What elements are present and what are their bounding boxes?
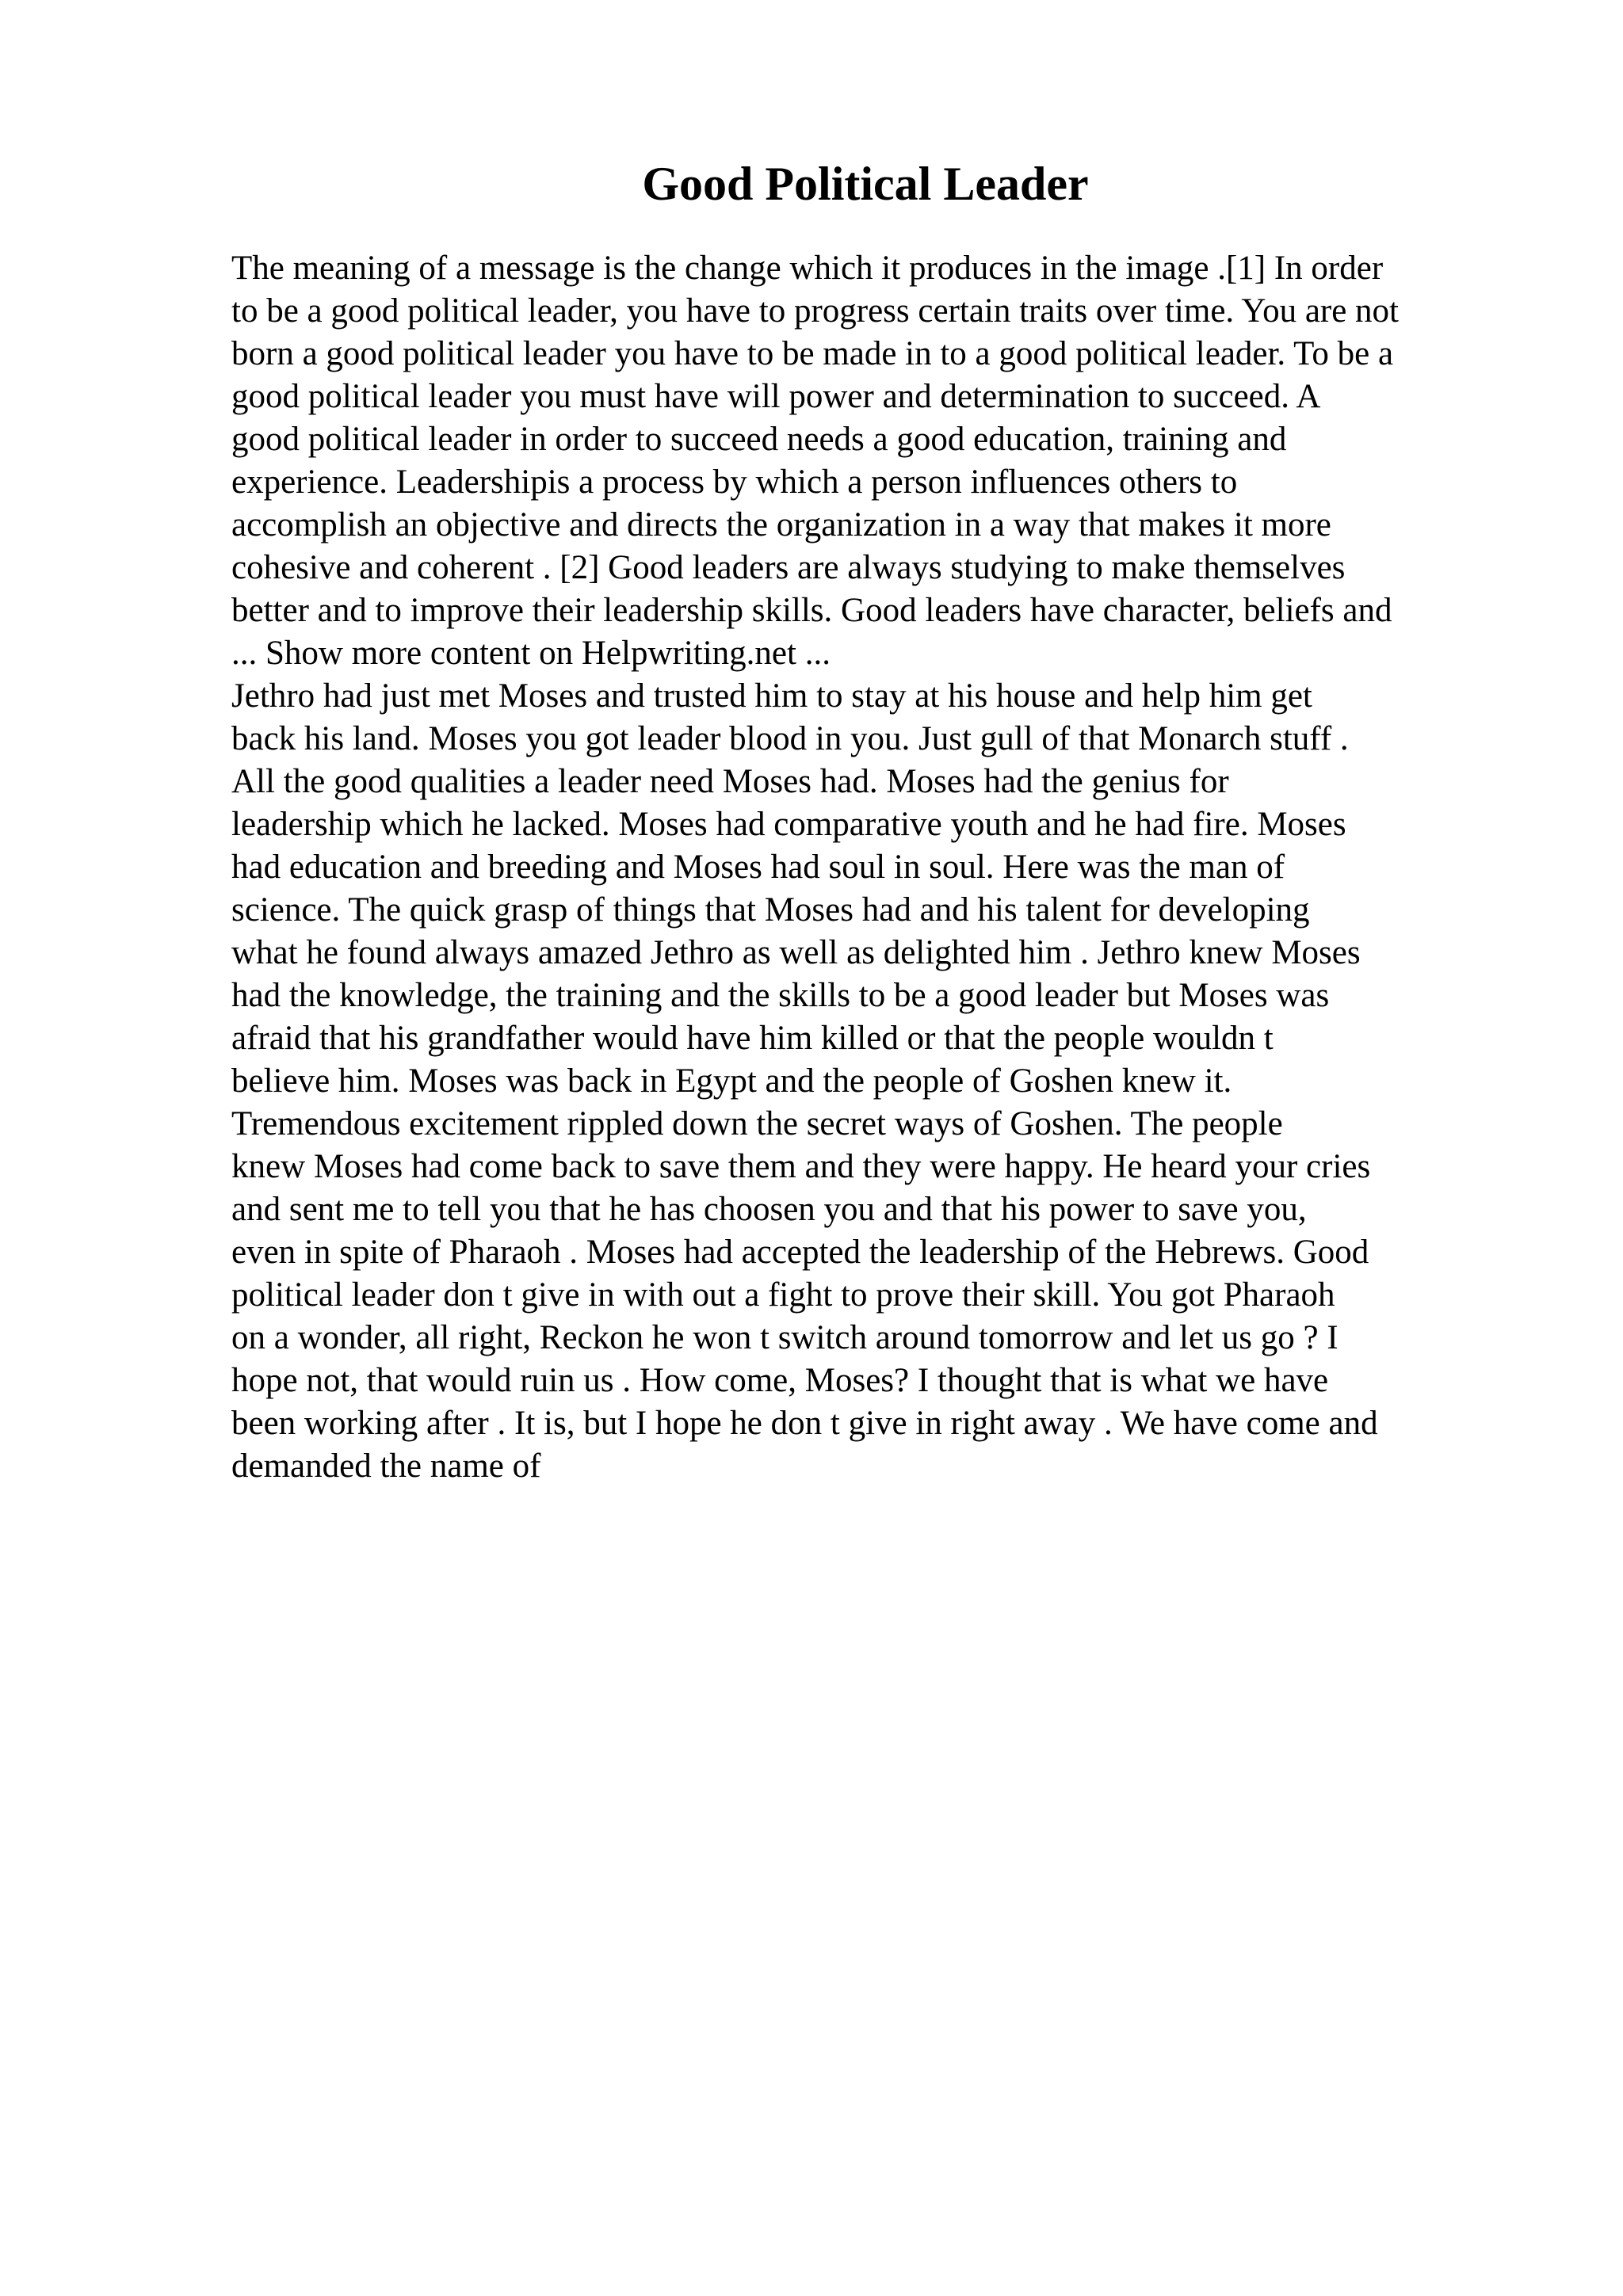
body-line: what he found always amazed Jethro as well as delighted him . Jethro knew Moses [231, 934, 1361, 971]
body-line: accomplish an objective and directs the organization in a way that makes it more [231, 506, 1331, 543]
body-line: hope not, that would ruin us . How come, Moses? I thought that is what we have [231, 1362, 1329, 1399]
body-line: good political leader you must have will power and determination to succeed. A [231, 378, 1321, 415]
body-line: knew Moses had come back to save them and they were happy. He heard your cries [231, 1148, 1371, 1185]
body-line: and sent me to tell you that he has choosen you and that his power to save you, [231, 1191, 1307, 1228]
body-line: believe him. Moses was back in Egypt and the people of Goshen knew it. [231, 1062, 1232, 1100]
body-line: on a wonder, all right, Reckon he won t switch around tomorrow and let us go ? I [231, 1319, 1338, 1356]
body-line: All the good qualities a leader need Moses had. Moses had the genius for [231, 763, 1229, 800]
body-line: science. The quick grasp of things that Moses had and his talent for developing [231, 891, 1310, 929]
show-more-link[interactable]: ... Show more content on Helpwriting.net ... [231, 635, 831, 672]
body-line: experience. Leadershipis a process by which a person influences others to [231, 463, 1238, 501]
body-line: good political leader in order to succeed needs a good education, training and [231, 421, 1287, 458]
body-line: to be a good political leader, you have to progress certain traits over time. You are not [231, 292, 1400, 330]
body-line: born a good political leader you have to be made in to a good political leader. To be a [231, 335, 1394, 372]
body-line: better and to improve their leadership skills. Good leaders have character, beliefs and [231, 592, 1392, 629]
document-title: Good Political Leader [642, 158, 1089, 210]
body-line: demanded the name of [231, 1447, 541, 1485]
body-line: Tremendous excitement rippled down the secret ways of Goshen. The people [231, 1105, 1283, 1142]
body-line: had education and breeding and Moses had soul in soul. Here was the man of [231, 849, 1285, 886]
body-line: leadership which he lacked. Moses had comparative youth and he had fire. Moses [231, 806, 1346, 843]
body-line: Jethro had just met Moses and trusted him to stay at his house and help him get [231, 677, 1312, 715]
body-line: had the knowledge, the training and the skills to be a good leader but Moses was [231, 977, 1330, 1014]
body-line: political leader don t give in with out a fight to prove their skill. You got Pharaoh [231, 1276, 1335, 1314]
body-line: been working after . It is, but I hope he don t give in right away . We have come and [231, 1405, 1378, 1442]
body-line: even in spite of Pharaoh . Moses had accepted the leadership of the Hebrews. Good [231, 1234, 1369, 1271]
body-line: cohesive and coherent . [2] Good leaders are always studying to make themselves [231, 549, 1346, 586]
document-body [231, 247, 1547, 1488]
body-line: afraid that his grandfather would have him killed or that the people wouldn t [231, 1020, 1274, 1057]
body-line: The meaning of a message is the change which it produces in the image .[1] In order [231, 250, 1384, 287]
body-line: back his land. Moses you got leader blood in you. Just gull of that Monarch stuff . [231, 720, 1349, 757]
